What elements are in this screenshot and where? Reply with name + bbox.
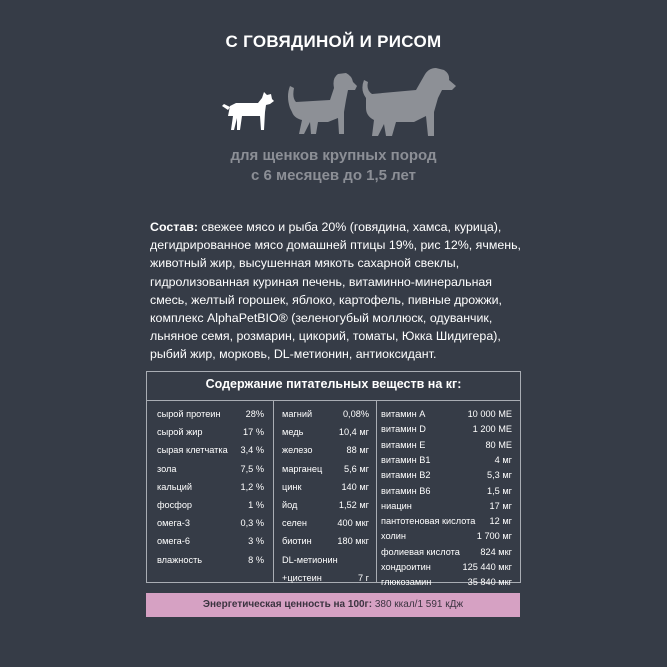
product-title: С ГОВЯДИНОЙ И РИСОМ [225, 32, 442, 51]
nutrient-value: 4 мг [494, 454, 512, 465]
nutrient-row [282, 555, 369, 566]
subtitle-line-1: для щенков крупных пород [230, 147, 437, 164]
nutrient-value: 10 000 МЕ [467, 409, 512, 419]
nutrient-value: 180 мкг [337, 536, 369, 547]
nutrient-name: сырая клетчатка [157, 445, 228, 456]
nutrient-name: глюкозамин [381, 577, 432, 588]
nutrient-name: кальций [157, 481, 193, 492]
nutrient-row [282, 409, 369, 420]
nutrient-value: 140 мг [341, 481, 369, 492]
nutrient-row [381, 486, 512, 497]
nutrient-value: 400 мкг [337, 518, 369, 529]
nutrient-row [282, 500, 369, 511]
nutrient-value: 7 г [357, 572, 369, 583]
nutrient-row [282, 482, 369, 493]
nutrient-name: витамин В6 [381, 485, 431, 496]
nutrient-value: 3 % [248, 536, 264, 547]
nutrient-value: 1,52 мг [338, 500, 369, 510]
nutrient-name: селен [282, 518, 307, 529]
nutrient-name: сырой жир [157, 427, 203, 438]
large-dog-icon [362, 68, 456, 136]
nutrient-row [381, 531, 512, 542]
nutrient-row [282, 518, 369, 529]
nutrient-row [282, 427, 369, 438]
energy-label: Энергетическая ценность на 100г: [202, 599, 373, 610]
nutrient-name: сырой протеин [157, 409, 221, 419]
nutrient-row [381, 516, 512, 527]
dog-sizes-icon [220, 68, 460, 138]
nutrient-name: пантотеновая кислота [381, 516, 476, 527]
nutrient-value: 28% [245, 409, 264, 419]
nutrient-value: 10,4 мг [338, 427, 369, 438]
nutrient-name: йод [282, 500, 298, 510]
nutrient-value: 17 мг [489, 500, 512, 511]
composition-text [150, 218, 525, 364]
nutrient-name: витамин А [381, 409, 426, 419]
medium-dog-icon [288, 73, 357, 134]
small-dog-icon [222, 92, 274, 130]
nutrient-row [282, 464, 369, 475]
nutrient-name: марганец [282, 463, 323, 474]
nutrients-column-3 [377, 400, 520, 588]
nutrient-name: витамин Е [381, 439, 426, 450]
nutrient-name: витамин В1 [381, 454, 431, 465]
nutrients-column-2 [274, 400, 377, 582]
nutrient-value: 0,08% [342, 409, 369, 419]
nutrient-value: 5,6 мг [344, 463, 369, 474]
subtitle [0, 146, 667, 186]
energy-value: 380 ккал/1 591 кДж [372, 599, 464, 610]
nutrient-value: 1 200 МЕ [472, 424, 512, 435]
nutrient-value: 8 % [248, 554, 264, 565]
nutrient-value: 0,3 % [240, 518, 264, 529]
nutrient-name: фосфор [157, 500, 193, 510]
nutrient-value: 3,4 % [240, 445, 264, 456]
nutrient-row [381, 440, 512, 451]
nutrient-value: 12 мг [489, 516, 512, 527]
nutrient-row [157, 518, 264, 529]
nutrient-row [157, 536, 264, 547]
nutrient-row [381, 455, 512, 466]
nutrient-name: медь [282, 427, 304, 438]
energy-bar [146, 593, 520, 617]
nutrient-row [157, 464, 264, 475]
nutrient-row [381, 501, 512, 512]
nutrient-name: DL-метионин [282, 554, 338, 565]
nutrient-value: 824 мкг [480, 546, 512, 557]
nutrient-row [157, 427, 264, 438]
nutrient-name: омега-3 [157, 518, 190, 529]
nutrient-row [157, 445, 264, 456]
nutrient-row [381, 562, 512, 573]
nutrient-value: 35 840 мкг [467, 577, 512, 588]
nutrients-column-1 [147, 400, 274, 582]
nutrient-row [381, 547, 512, 558]
nutrient-row [157, 409, 264, 420]
nutrient-row [381, 409, 512, 420]
nutrient-row [282, 536, 369, 547]
nutrient-row [282, 445, 369, 456]
nutrients-table [146, 371, 521, 588]
nutrient-row [157, 500, 264, 511]
nutrient-name: влажность [157, 554, 203, 565]
nutrient-name: фолиевая кислота [381, 546, 460, 557]
composition-label: Состав: [150, 220, 198, 234]
subtitle-line-2: с 6 месяцев до 1,5 лет [251, 167, 416, 184]
nutrient-name: витамин D [381, 424, 426, 435]
composition-body: свежее мясо и рыба 20% (говядина, хамса, курица), дегидрированное мясо домашней птицы 19%, рис 12%, ячмень, животный жир, высушенная мякоть сахарной свеклы, гидролизованная куриная печень, витаминно-минеральная смесь, желтый горошек, яблоко, картофель, пивные дрожжи, комплекс AlphaPetBIO® (зеленогубый моллюск, одуванчик, льняное семя, розмарин, цикорий, томаты, Юкка Шидигера), рыбий жир, морковь, DL-метионин, антиоксидант. [150, 220, 521, 362]
nutrient-name: хондроитин [381, 562, 431, 572]
nutrient-row [282, 573, 369, 584]
nutrient-value: 1,5 мг [487, 485, 512, 496]
nutrient-name: +цистеин [282, 572, 322, 583]
nutrient-name: холин [381, 531, 406, 542]
nutrient-name: зола [157, 463, 177, 474]
nutrient-row [381, 424, 512, 435]
nutrient-value: 80 МЕ [485, 439, 512, 450]
nutrient-value: 5,3 мг [487, 470, 512, 481]
nutrient-row [381, 577, 512, 588]
nutrient-value: 7,5 % [240, 463, 264, 474]
nutrient-value: 17 % [243, 427, 264, 438]
nutrient-row [381, 470, 512, 481]
nutrient-value: 1,2 % [240, 481, 264, 492]
nutrient-value: 125 440 мкг [462, 562, 512, 572]
nutrient-name: витамин В2 [381, 470, 431, 481]
nutrient-name: железо [282, 445, 313, 456]
nutrient-name: магний [282, 409, 313, 419]
nutrient-row [157, 555, 264, 566]
nutrient-row [157, 482, 264, 493]
nutrient-value: 1 % [248, 500, 264, 510]
nutrient-value: 88 мг [346, 445, 369, 456]
nutrient-name: ниацин [381, 500, 412, 511]
nutrient-name: цинк [282, 481, 302, 492]
nutrient-value: 1 700 мг [476, 531, 512, 542]
nutrients-heading: Содержание питательных веществ на кг: [205, 377, 462, 391]
nutrient-name: омега-6 [157, 536, 190, 547]
nutrient-name: биотин [282, 536, 312, 547]
